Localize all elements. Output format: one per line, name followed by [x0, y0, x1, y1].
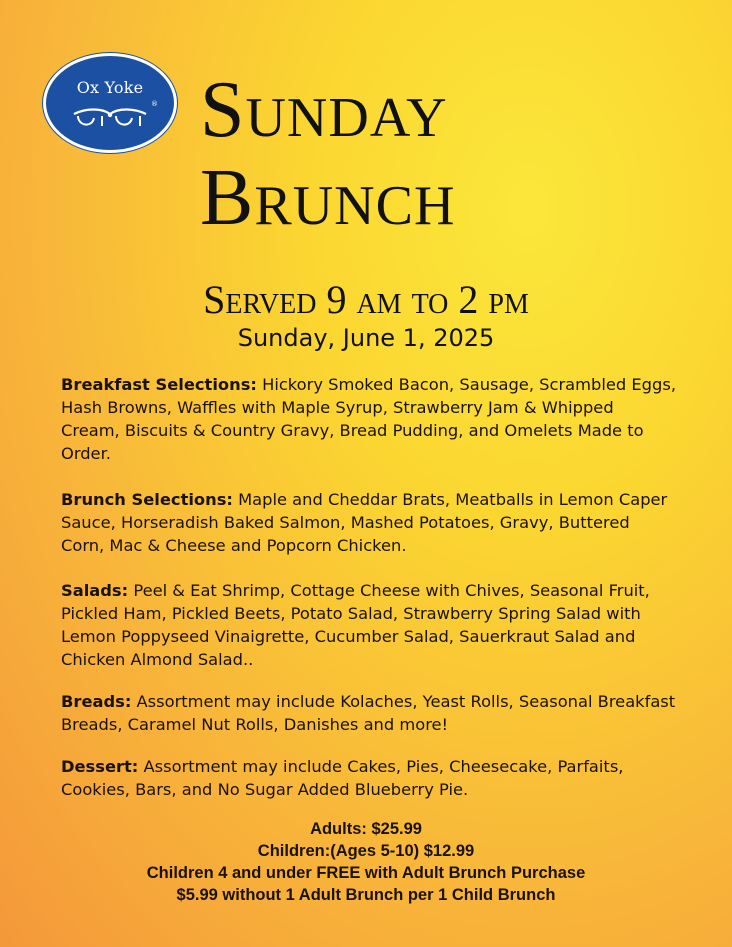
price-adults: Adults: $25.99 — [310, 820, 422, 838]
ox-yoke-logo — [43, 53, 177, 153]
logo-text: Ox Yoke — [76, 78, 144, 97]
brunch-section — [61, 488, 677, 557]
salads-label: Salads: — [61, 581, 129, 600]
yoke-icon — [72, 106, 148, 132]
breakfast-section — [61, 373, 677, 465]
dessert-section — [61, 755, 677, 801]
dessert-items: Assortment may include Cakes, Pies, Cheesecake, Parfaits, Cookies, Bars, and No Sugar Added Blueberry Pie. — [61, 757, 624, 799]
breads-items: Assortment may include Kolaches, Yeast Rolls, Seasonal Breakfast Breads, Caramel Nut Rolls, Danishes and more! — [61, 692, 676, 734]
breads-section — [61, 690, 677, 736]
price-child-without-adult: $5.99 without 1 Adult Brunch per 1 Child Brunch — [176, 886, 556, 904]
event-date: Sunday, June 1, 2025 — [237, 324, 495, 352]
price-children: Children:(Ages 5-10) $12.99 — [257, 842, 475, 860]
brunch-label: Brunch Selections: — [61, 490, 233, 509]
breads-label: Breads: — [61, 692, 132, 711]
brunch-items: Maple and Cheddar Brats, Meatballs in Lemon Caper Sauce, Horseradish Baked Salmon, Mashed Potatoes, Gravy, Buttered Corn, Mac & Cheese and Popcorn Chicken. — [61, 490, 668, 555]
title-brunch: Brunch — [200, 154, 456, 242]
logo-registered-mark: ® — [151, 100, 158, 108]
dessert-label: Dessert: — [61, 757, 139, 776]
breakfast-label: Breakfast Selections: — [61, 375, 257, 394]
price-under-4: Children 4 and under FREE with Adult Brunch Purchase — [146, 864, 586, 882]
served-hours: Served 9 am to 2 pm — [203, 277, 529, 322]
pricing-block — [0, 818, 732, 906]
title-sunday: Sunday — [200, 66, 448, 154]
salads-section — [61, 579, 677, 671]
breakfast-items: Hickory Smoked Bacon, Sausage, Scrambled Eggs, Hash Browns, Waffles with Maple Syrup, Strawberry Jam & Whipped Cream, Biscuits & Country Gravy, Bread Pudding, and Omelets Made to Order. — [61, 375, 676, 463]
salads-items: Peel & Eat Shrimp, Cottage Cheese with Chives, Seasonal Fruit, Pickled Ham, Pickled Beets, Potato Salad, Strawberry Spring Salad with Lemon Poppyseed Vinaigrette, Cucumber Salad, Sauerkraut Salad and Chicken Almond Salad.. — [61, 581, 650, 669]
